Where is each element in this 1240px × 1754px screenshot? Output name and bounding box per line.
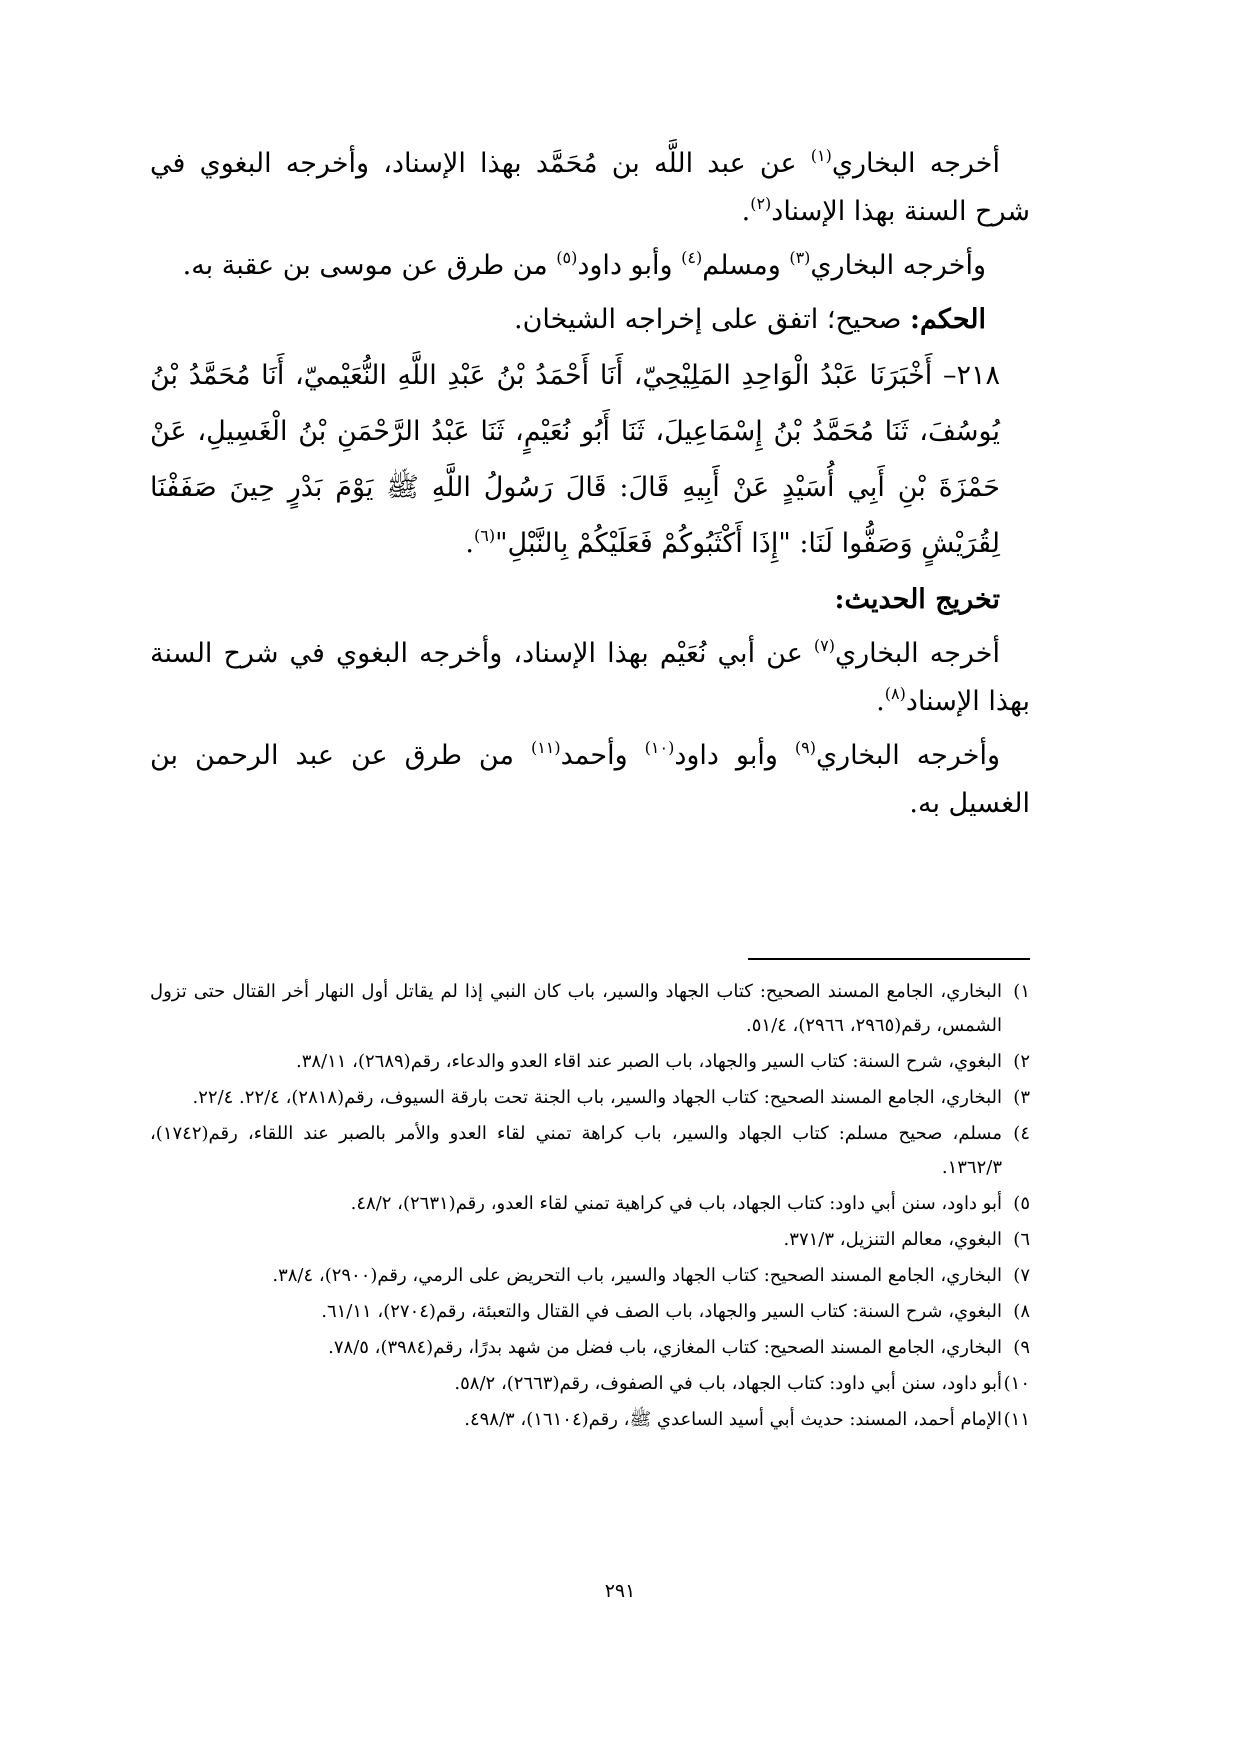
footnote-number: ٦) bbox=[1013, 1229, 1030, 1250]
footnote-number: ١) bbox=[1013, 981, 1030, 1002]
footnote-text: البخاري، الجامع المسند الصحيح: كتاب المغازي، باب فضل من شهد بدرًا، رقم(٣٩٨٤)، ٧٨/٥. bbox=[328, 1337, 1002, 1358]
footnote-ref-7[interactable]: (٧) bbox=[813, 636, 835, 655]
footnote-item bbox=[150, 1367, 1030, 1401]
takhrij-heading: تخريج الحديث: bbox=[834, 584, 1000, 615]
footnote-item bbox=[150, 1117, 1030, 1185]
footnote-number: ٢) bbox=[1013, 1051, 1030, 1072]
hadith-text: ٢١٨– أَخْبَرَنَا عَبْدُ الْوَاحِدِ المَلِيْحِيّ، أَنَا أَحْمَدُ بْنُ عَبْدِ اللَّهِ النُّعَيْميّ، أَنَا مُحَمَّدُ بْنُ يُوسُفَ، ثَنَا مُحَمَّدُ بْنُ إِسْمَاعِيلَ، ثَنَا أَبُو نُعَيْمٍ، ثَنَا عَبْدُ الرَّحْمَنِ بْنُ الْغَسِيلِ، عَنْ حَمْزَةَ بْنِ أَبِي أُسَيْدٍ عَنْ أَبِيهِ قَالَ: قَالَ رَسُولُ اللَّهِ ﷺ يَوْمَ بَدْرٍ حِينَ صَفَفْنَا لِقُرَيْشٍ وَصَفُّوا لَنَا: "إِذَا أَكْثَبُوكُمْ فَعَلَيْكُمْ بِالنَّبْلِ"$^{(٦)}$. bbox=[150, 360, 1000, 559]
ruling-label: الحكم: bbox=[909, 304, 986, 335]
footnote-text: البخاري، الجامع المسند الصحيح: كتاب الجهاد والسير، باب الجنة تحت بارقة السيوف، رقم(٢٨١٨)، ٢٢/٤. ٢٢/٤. bbox=[192, 1087, 1002, 1108]
footnote-number: ٩) bbox=[1013, 1337, 1030, 1358]
footnote-item bbox=[150, 975, 1030, 1043]
footnote-text: البغوي، شرح السنة: كتاب السير والجهاد، باب الصبر عند اقاء العدو والدعاء، رقم(٢٦٨٩)، ٣٨/١١. bbox=[295, 1051, 1002, 1072]
footnote-text: البغوي، معالم التنزيل، ٣٧١/٣. bbox=[783, 1229, 1002, 1250]
footnote-number: ٧) bbox=[1013, 1265, 1030, 1286]
footnote-ref-6[interactable]: (٦) bbox=[474, 526, 496, 545]
footnote-item bbox=[150, 1187, 1030, 1221]
footnote-number: ١٠) bbox=[1003, 1373, 1030, 1394]
footnote-ref-5[interactable]: (٥) bbox=[556, 248, 578, 267]
page-number: ٢٩١ bbox=[604, 1580, 636, 1602]
footnote-number: ٤) bbox=[1013, 1123, 1030, 1144]
ruling-line bbox=[150, 296, 1030, 344]
ruling-text: صحيح؛ اتفق على إخراجه الشيخان. bbox=[514, 304, 910, 335]
footnote-number: ٥) bbox=[1013, 1193, 1030, 1214]
footnote-ref-4[interactable]: (٤) bbox=[681, 248, 703, 267]
footnote-item bbox=[150, 1331, 1030, 1365]
footnote-item bbox=[150, 1081, 1030, 1115]
footnote-item bbox=[150, 1403, 1030, 1437]
footnote-ref-2[interactable]: (٢) bbox=[750, 194, 772, 213]
footnote-item bbox=[150, 1045, 1030, 1079]
footnote-number: ٨) bbox=[1013, 1301, 1030, 1322]
footnotes bbox=[150, 975, 1030, 1439]
footnote-text: أبو داود، سنن أبي داود: كتاب الجهاد، باب في كراهية تمني لقاء العدو، رقم(٢٦٣١)، ٤٨/٢. bbox=[350, 1193, 1002, 1214]
paragraph-takhrij-1: أخرجه البخاري$^{(١)}$ عن عبد اللَّه بن مُحَمَّد بهذا الإسناد، وأخرجه البغوي في شرح السنة بهذا الإسناد$^{(٢)}$. bbox=[150, 146, 1030, 227]
footnote-text: مسلم، صحيح مسلم: كتاب الجهاد والسير، باب كراهة تمني لقاء العدو والأمر بالصبر عند اللقاء، رقم(١٧٤٢)، ١٣٦٢/٣. bbox=[150, 1123, 1002, 1178]
footnote-ref-3[interactable]: (٣) bbox=[789, 248, 811, 267]
paragraph-takhrij-2: وأخرجه البخاري$^{(٣)}$ ومسلم$^{(٤)}$ وأبو داود$^{(٥)}$ من طرق عن موسى بن عقبة به. bbox=[182, 248, 986, 281]
footnote-text: الإمام أحمد، المسند: حديث أبي أسيد الساعدي ﷺ، رقم(١٦١٠٤)، ٤٩٨/٣. bbox=[464, 1409, 1002, 1430]
footnote-text: البغوي، شرح السنة: كتاب السير والجهاد، باب الصف في القتال والتعبئة، رقم(٢٧٠٤)، ٦١/١١. bbox=[321, 1301, 1002, 1322]
footnote-ref-9[interactable]: (٩) bbox=[794, 738, 816, 757]
footnote-number: ٣) bbox=[1013, 1087, 1030, 1108]
footnote-text: أبو داود، سنن أبي داود: كتاب الجهاد، باب في الصفوف، رقم(٢٦٦٣)، ٥٨/٢. bbox=[454, 1373, 1002, 1394]
footnote-ref-11[interactable]: (١١) bbox=[530, 738, 561, 757]
footnote-text: البخاري، الجامع المسند الصحيح: كتاب الجهاد والسير، باب كان النبي إذا لم يقاتل أول النهار أخر القتال حتى تزول الشمس، رقم(٢٩٦٥، ٢٩٦٦)، ٥١/٤. bbox=[150, 981, 1002, 1036]
footnote-number: ١١) bbox=[1003, 1409, 1030, 1430]
paragraph-takhrij-3: أخرجه البخاري$^{(٧)}$ عن أبي نُعَيْم بهذا الإسناد، وأخرجه البغوي في شرح السنة بهذا الإسناد$^{(٨)}$. bbox=[150, 636, 1030, 717]
footnote-ref-10[interactable]: (١٠) bbox=[644, 738, 675, 757]
footnote-divider bbox=[748, 958, 1030, 960]
footnote-item bbox=[150, 1259, 1030, 1293]
footnote-ref-8[interactable]: (٨) bbox=[884, 684, 906, 703]
main-text bbox=[150, 140, 1030, 834]
footnote-text: البخاري، الجامع المسند الصحيح: كتاب الجهاد والسير، باب التحريض على الرمي، رقم(٢٩٠٠)، ٣٨/٤. bbox=[272, 1265, 1002, 1286]
footnote-item bbox=[150, 1223, 1030, 1257]
footnote-item bbox=[150, 1295, 1030, 1329]
paragraph-takhrij-4: وأخرجه البخاري$^{(٩)}$ وأبو داود$^{(١٠)}$ وأحمد$^{(١١)}$ من طرق عن عبد الرحمن بن الغسيل به. bbox=[150, 738, 1030, 819]
footnote-ref-1[interactable]: (١) bbox=[810, 146, 832, 165]
